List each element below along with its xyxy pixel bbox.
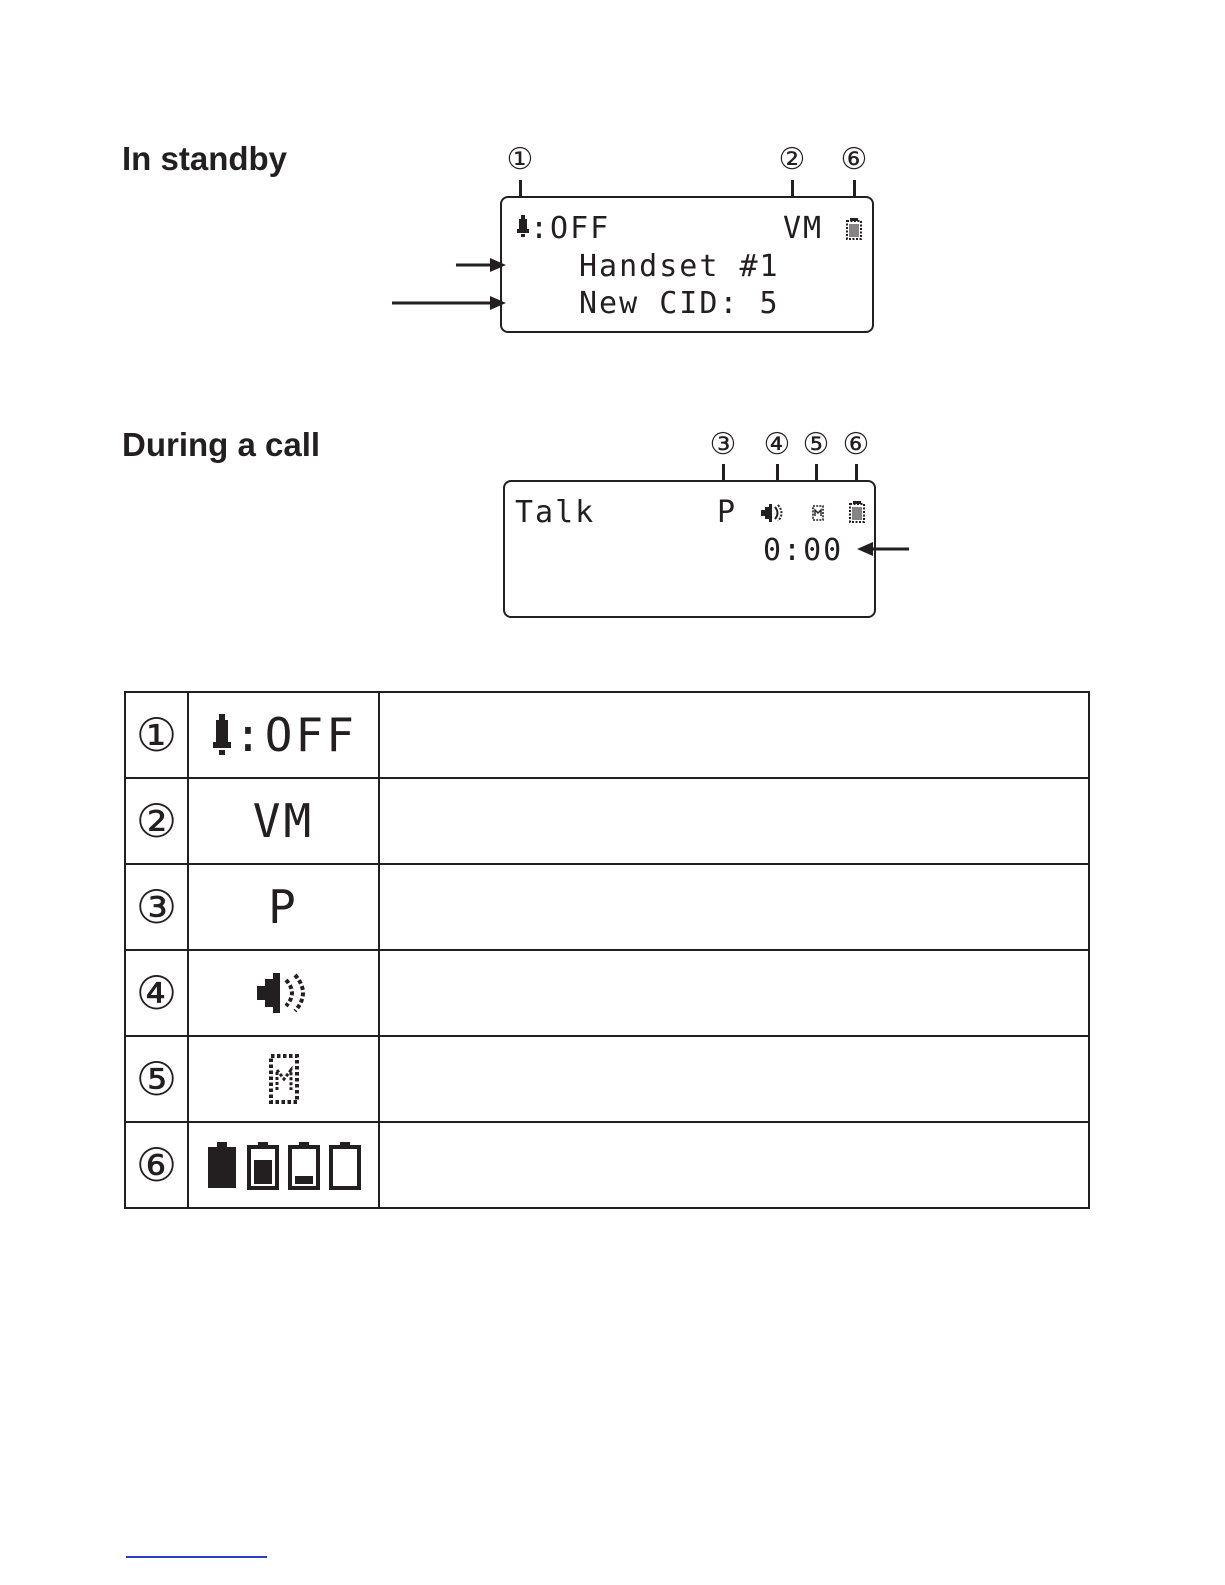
legend-description xyxy=(379,778,1089,864)
legend-row xyxy=(125,1122,1089,1208)
legend-symbol xyxy=(188,692,379,778)
legend-symbol xyxy=(188,864,379,950)
callout-5: ⑤ xyxy=(802,427,830,462)
legend-number: ④ xyxy=(125,950,188,1036)
legend-symbol-text: P xyxy=(268,880,299,934)
callout-6-standby: ⑥ xyxy=(840,142,868,177)
call-timer: 0:00 xyxy=(763,533,844,568)
talk-status: Talk xyxy=(515,495,596,530)
icon-legend-table xyxy=(124,691,1090,1209)
legend-symbol xyxy=(188,1036,379,1122)
ringer-status: :OFF xyxy=(530,211,611,246)
legend-row xyxy=(125,1036,1089,1122)
standby-heading: In standby xyxy=(122,140,288,177)
speaker-icon xyxy=(255,970,313,1016)
battery-one-third xyxy=(290,1142,318,1188)
legend-symbol xyxy=(188,950,379,1036)
callout-6-call: ⑥ xyxy=(842,427,870,462)
privacy-indicator: P xyxy=(717,495,738,530)
legend-symbol-text: :OFF xyxy=(234,708,357,762)
new-cid-count: New CID: 5 xyxy=(579,286,780,321)
legend-number: ⑤ xyxy=(125,1036,188,1122)
legend-symbol-text: VM xyxy=(252,794,315,848)
callout-3: ③ xyxy=(709,427,737,462)
legend-row xyxy=(125,950,1089,1036)
legend-number: ① xyxy=(125,692,188,778)
legend-row xyxy=(125,778,1089,864)
legend-description xyxy=(379,1122,1089,1208)
callout-1: ① xyxy=(506,142,534,177)
call-heading: During a call xyxy=(122,426,321,463)
legend-row xyxy=(125,864,1089,950)
callout-2: ② xyxy=(778,142,806,177)
legend-number: ② xyxy=(125,778,188,864)
battery-two-thirds xyxy=(249,1142,277,1188)
handset-name: Handset #1 xyxy=(579,249,780,284)
legend-number: ③ xyxy=(125,864,188,950)
legend-symbol xyxy=(188,778,379,864)
footer-link-underline[interactable] xyxy=(126,1556,267,1558)
battery-levels-icon xyxy=(206,1140,362,1190)
mute-icon xyxy=(269,1054,299,1104)
legend-symbol xyxy=(188,1122,379,1208)
legend-description xyxy=(379,864,1089,950)
legend-number: ⑥ xyxy=(125,1122,188,1208)
legend-description xyxy=(379,1036,1089,1122)
voicemail-indicator: VM xyxy=(783,211,824,246)
battery-empty xyxy=(331,1142,359,1188)
ringer-bell-icon xyxy=(210,712,234,758)
arrow-new-cid xyxy=(392,296,506,310)
arrow-call-timer xyxy=(857,542,909,556)
callout-4: ④ xyxy=(763,427,791,462)
battery-full xyxy=(208,1142,236,1188)
legend-row xyxy=(125,692,1089,778)
legend-description xyxy=(379,950,1089,1036)
arrow-handset-name xyxy=(456,258,506,272)
legend-description xyxy=(379,692,1089,778)
